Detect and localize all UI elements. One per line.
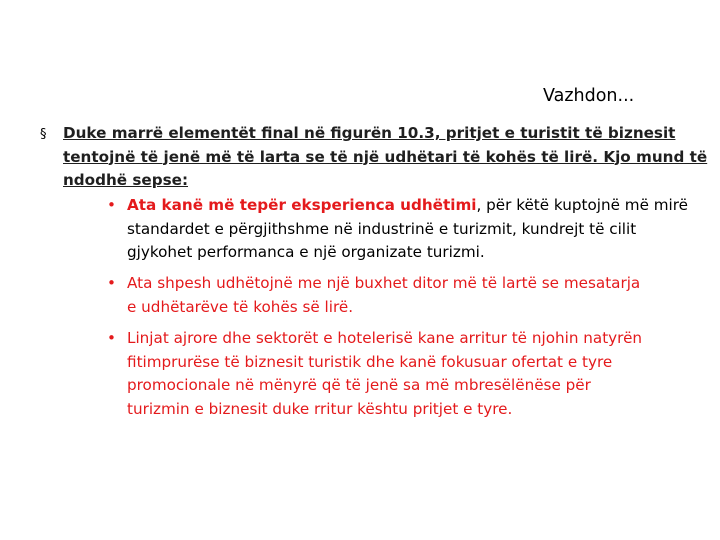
highlight-text: Ata kanë më tepër eksperienca udhëtimi xyxy=(127,196,477,214)
sub-bullet-text xyxy=(127,272,707,319)
sub-bullet-line: e udhëtarëve të kohës së lirë. xyxy=(127,297,354,316)
main-paragraph-line: tentojnë të jenë më të larta se të një udhëtari të kohës të lirë. Kjo mund të xyxy=(63,147,708,166)
bullet-dot-icon: • xyxy=(107,196,116,214)
sub-bullet-line: Linjat ajrore dhe sektorët e hotelerisë kane arritur të njohin natyrën xyxy=(127,329,643,347)
square-bullet-icon: § xyxy=(40,127,47,142)
sub-bullet-text xyxy=(127,194,707,265)
sub-bullet-line: fitimprurëse të biznesit turistik dhe kanë fokusuar ofertat e tyre xyxy=(127,352,613,371)
body-text: , për këtë kuptojnë më mirë xyxy=(476,196,689,214)
sub-bullet-line: Ata shpesh udhëtojnë me një buxhet ditor më të lartë se mesatarja xyxy=(127,274,641,292)
main-paragraph-line: Duke marrë elementët final në figurën 10.3, pritjet e turistit të biznesit xyxy=(63,124,676,142)
sub-bullet-line xyxy=(127,194,707,218)
sub-bullet-text xyxy=(127,327,707,421)
slide-title: Vazhdon... xyxy=(543,86,635,106)
bullet-dot-icon: • xyxy=(107,329,116,347)
sub-bullet-line: gjykohet performanca e një organizate turizmi. xyxy=(127,243,485,261)
sub-bullet-line: promocionale në mënyrë që të jenë sa më mbresëlënëse për xyxy=(127,376,591,394)
main-paragraph xyxy=(63,122,708,193)
sub-bullet-line: standardet e përgjithshme në industrinë e turizmit, kundrejt të cilit xyxy=(127,219,637,238)
bullet-dot-icon: • xyxy=(107,274,116,292)
main-paragraph-line: ndodhë sepse: xyxy=(63,171,189,189)
sub-bullet-line: turizmin e biznesit duke rritur kështu pritjet e tyre. xyxy=(127,399,513,418)
